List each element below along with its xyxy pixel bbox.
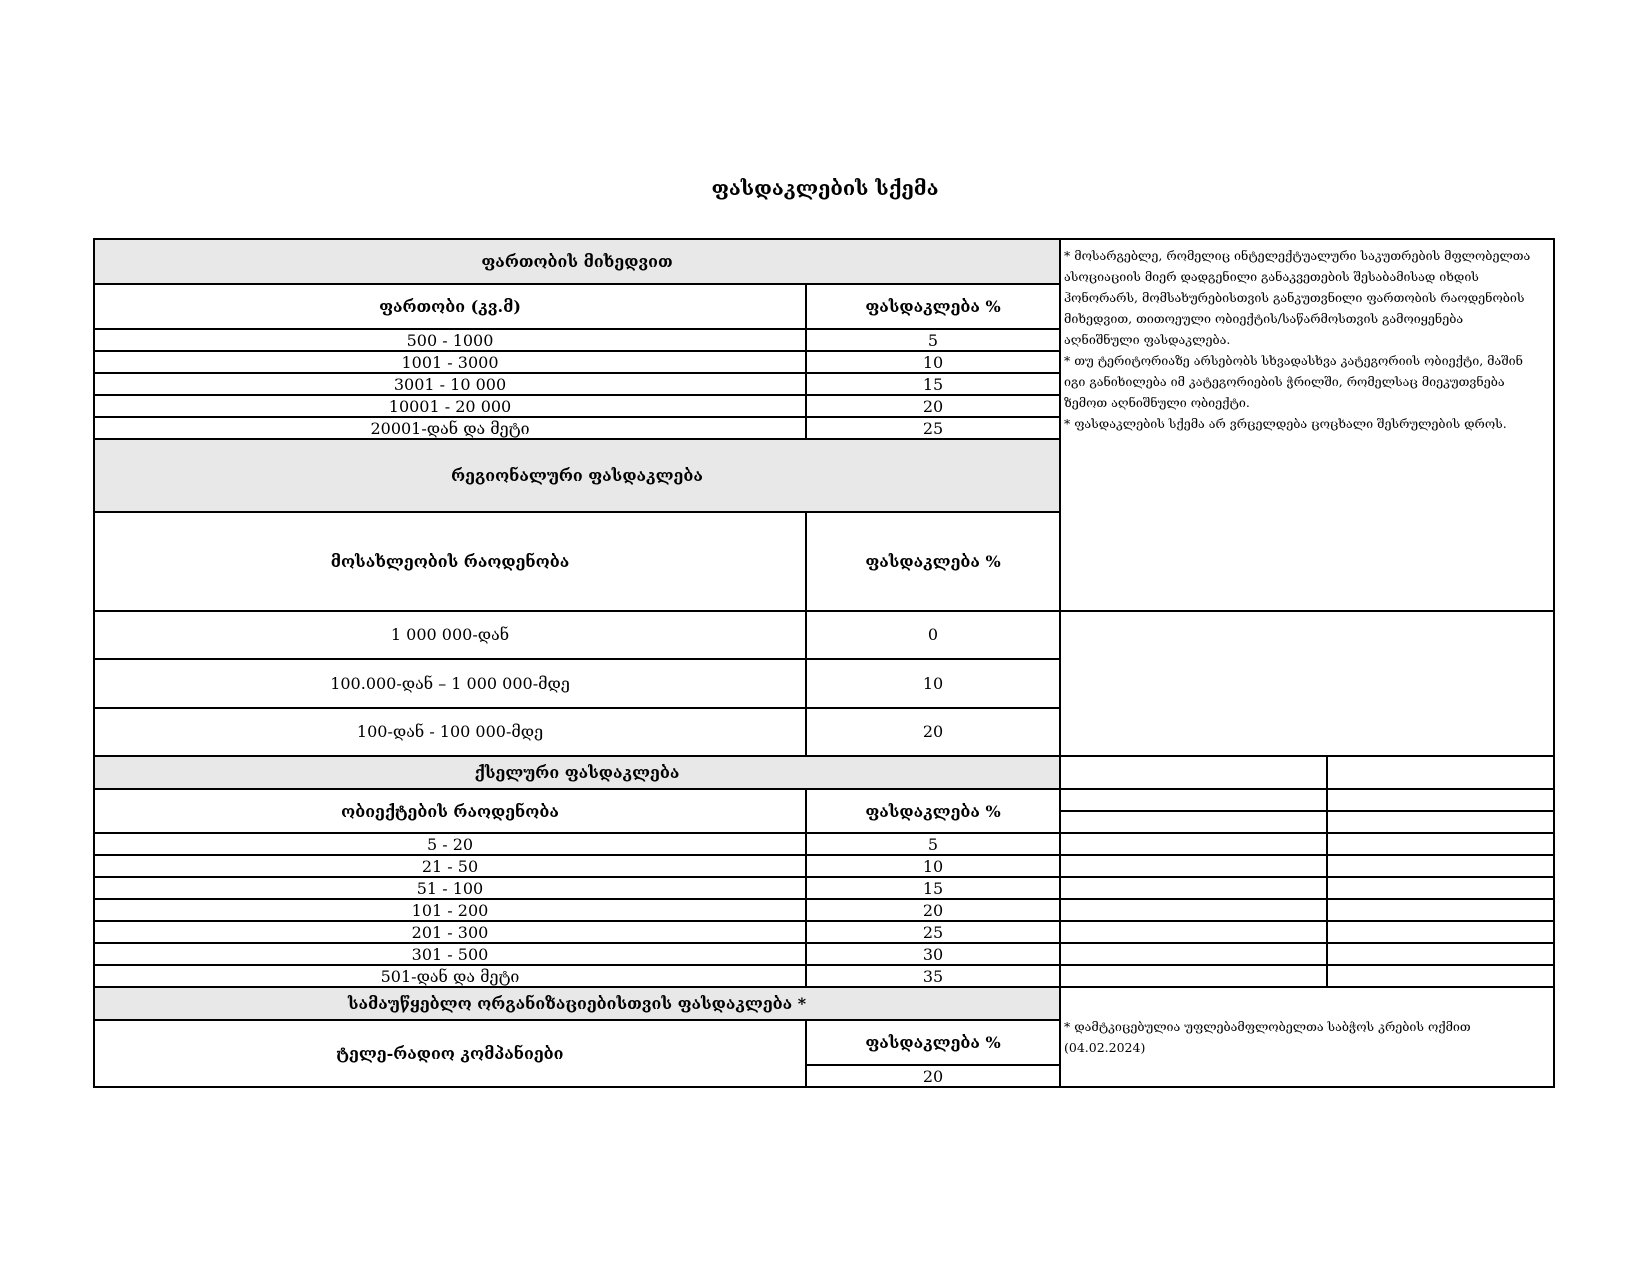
discount-cell: 10	[806, 351, 1060, 373]
discount-cell: 0	[806, 611, 1060, 659]
regional-column-discount: ფასდაკლება %	[806, 512, 1060, 611]
table-row	[94, 833, 1554, 855]
table-row	[94, 899, 1554, 921]
empty-cell	[1060, 899, 1327, 921]
notes-bottom	[1060, 987, 1554, 1087]
broadcaster-column-label: ტელე-რადიო კომპანიები	[94, 1020, 806, 1087]
empty-cell	[1327, 789, 1554, 811]
empty-cell	[1060, 877, 1327, 899]
empty-cell	[1327, 899, 1554, 921]
regional-column-label: მოსახლეობის რაოდენობა	[94, 512, 806, 611]
table-row	[94, 855, 1554, 877]
discount-cell: 5	[806, 833, 1060, 855]
empty-cell	[1327, 943, 1554, 965]
note-line: ჰონორარს, მომსახურებისთვის განკუთვნილი ფართობის რაოდენობის	[1064, 290, 1525, 305]
discount-cell: 20	[806, 708, 1060, 756]
range-cell: 201 - 300	[94, 921, 806, 943]
network-section-heading: ქსელური ფასდაკლება	[94, 756, 1060, 789]
discount-cell: 25	[806, 921, 1060, 943]
range-cell: 5 - 20	[94, 833, 806, 855]
discount-cell: 30	[806, 943, 1060, 965]
note-line: * ფასდაკლების სქემა არ ვრცელდება ცოცხალი შესრულების დროს.	[1064, 416, 1507, 431]
range-cell: 20001-დან და მეტი	[94, 417, 806, 439]
empty-cell	[1327, 833, 1554, 855]
table-row	[94, 965, 1554, 987]
empty-cell	[1327, 756, 1554, 789]
empty-cell	[1060, 943, 1327, 965]
table-row	[94, 877, 1554, 899]
empty-cell	[1060, 921, 1327, 943]
network-column-label: ობიექტების რაოდენობა	[94, 789, 806, 833]
empty-cell	[1327, 965, 1554, 987]
network-column-discount: ფასდაკლება %	[806, 789, 1060, 833]
range-cell: 100-დან - 100 000-მდე	[94, 708, 806, 756]
regional-section-heading: რეგიონალური ფასდაკლება	[94, 439, 1060, 512]
page-title: ფასდაკლების სქემა	[711, 176, 939, 200]
empty-cell	[1060, 965, 1327, 987]
discount-cell: 15	[806, 373, 1060, 395]
area-column-label: ფართობი (კვ.მ)	[94, 284, 806, 329]
discount-cell: 20	[806, 899, 1060, 921]
range-cell: 501-დან და მეტი	[94, 965, 806, 987]
range-cell: 21 - 50	[94, 855, 806, 877]
note-line: (04.02.2024)	[1064, 1040, 1146, 1055]
discount-table	[93, 238, 1555, 1088]
table-row	[94, 708, 1554, 756]
empty-cell	[1060, 756, 1327, 789]
discount-cell: 20	[806, 1065, 1060, 1087]
empty-cell	[1327, 877, 1554, 899]
empty-cell	[1060, 811, 1327, 833]
range-cell: 301 - 500	[94, 943, 806, 965]
area-column-discount: ფასდაკლება %	[806, 284, 1060, 329]
table-row	[94, 611, 1554, 659]
note-line: ასოციაციის მიერ დადგენილი განაკვეთების შესაბამისად იხდის	[1064, 269, 1479, 284]
area-section-heading: ფართობის მიხედვით	[94, 239, 1060, 284]
note-line: მიხედვით, თითოეული ობიექტის/საწარმოსთვის გამოიყენება	[1064, 311, 1464, 326]
range-cell: 51 - 100	[94, 877, 806, 899]
discount-cell: 35	[806, 965, 1060, 987]
discount-cell: 25	[806, 417, 1060, 439]
table-row	[94, 659, 1554, 707]
note-line: * დამტკიცებულია უფლებამფლობელთა საბჭოს კრების ოქმით	[1064, 1019, 1471, 1034]
empty-cell	[1060, 855, 1327, 877]
notes-top	[1060, 239, 1554, 611]
discount-cell: 10	[806, 855, 1060, 877]
broadcaster-section-heading: სამაუწყებლო ორგანიზაციებისთვის ფასდაკლება *	[94, 987, 1060, 1020]
discount-cell: 10	[806, 659, 1060, 707]
empty-cell	[1327, 921, 1554, 943]
note-line: * მოსარგებლე, რომელიც ინტელექტუალური საკუთრების მფლობელთა	[1064, 248, 1531, 263]
range-cell: 1001 - 3000	[94, 351, 806, 373]
range-cell: 100.000-დან – 1 000 000-მდე	[94, 659, 806, 707]
note-line: აღნიშნული ფასდაკლება.	[1064, 332, 1231, 347]
empty-cell	[1060, 789, 1327, 811]
discount-cell: 5	[806, 329, 1060, 351]
note-line: იგი განიხილება იმ კატეგორიების ჭრილში, რომელსაც მიეკუთვნება	[1064, 374, 1505, 389]
broadcaster-column-discount: ფასდაკლება %	[806, 1020, 1060, 1065]
note-line: ზემოთ აღნიშნული ობიექტი.	[1064, 395, 1250, 410]
range-cell: 101 - 200	[94, 899, 806, 921]
range-cell: 500 - 1000	[94, 329, 806, 351]
range-cell: 3001 - 10 000	[94, 373, 806, 395]
range-cell: 10001 - 20 000	[94, 395, 806, 417]
empty-cell	[1327, 855, 1554, 877]
range-cell: 1 000 000-დან	[94, 611, 806, 659]
discount-cell: 20	[806, 395, 1060, 417]
table-row	[94, 943, 1554, 965]
empty-cell	[1060, 833, 1327, 855]
note-line: * თუ ტერიტორიაზე არსებობს სხვადასხვა კატეგორიის ობიექტი, მაშინ	[1064, 353, 1524, 368]
empty-cell	[1327, 811, 1554, 833]
table-row	[94, 921, 1554, 943]
discount-cell: 15	[806, 877, 1060, 899]
